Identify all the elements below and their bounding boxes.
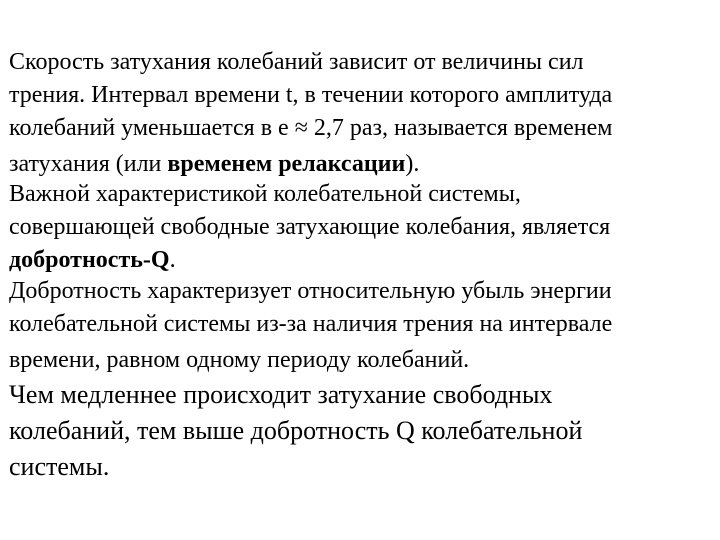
text-line [9, 244, 610, 277]
text-segment: . [169, 247, 176, 273]
text-line [9, 148, 612, 181]
text-line: колебаний уменьшается в е ≈ 2,7 раз, называется временем [9, 115, 613, 141]
text-segment: затухания (или [9, 151, 168, 177]
paragraph-quality-factor-intro [9, 178, 610, 277]
paragraph-damping-rate [9, 46, 612, 181]
term-quality-factor: добротность-Q [9, 247, 170, 273]
term-relaxation-time: временем релаксации [167, 151, 406, 177]
paragraph-conclusion [9, 377, 582, 485]
text-line: колебательной системы из-за наличия трения на интервале [9, 311, 613, 337]
text-line: Скорость затухания колебаний зависит от величины сил [9, 49, 584, 75]
text-line: колебаний, тем выше добротность Q колебательной [9, 416, 583, 445]
text-line: времени, равном одному периоду колебаний. [9, 347, 470, 373]
text-line: трения. Интервал времени t, в течении которого амплитуда [9, 82, 613, 108]
text-line: совершающей свободные затухающие колебания, является [9, 214, 611, 240]
text-line: Важной характеристикой колебательной системы, [9, 181, 521, 207]
text-line: системы. [9, 452, 110, 481]
text-line: Чем медленнее происходит затухание свободных [9, 380, 553, 409]
text-segment: ). [405, 151, 420, 177]
paragraph-quality-factor-definition [9, 275, 612, 377]
text-line: Добротность характеризует относительную убыль энергии [9, 278, 612, 304]
